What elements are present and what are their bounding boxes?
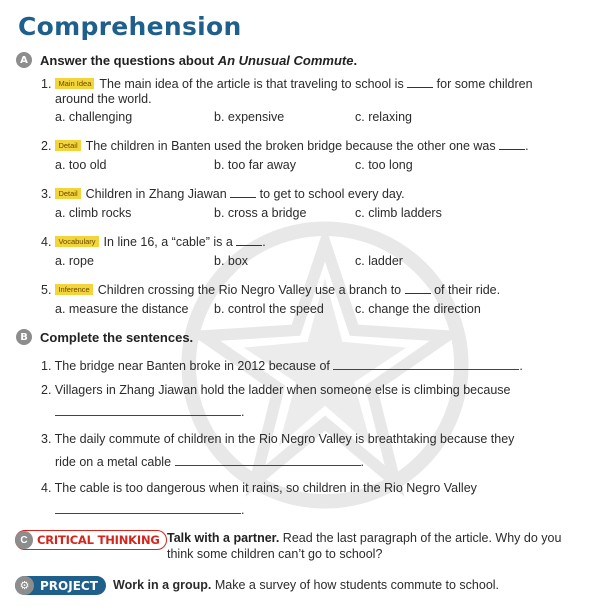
question-1: 1. Main Idea The main idea of the article is that traveling to school is for some children around the world. bbox=[41, 77, 533, 106]
option[interactable]: a. too old bbox=[55, 158, 107, 172]
section-a-instruction: Answer the questions about An Unusual Commute. bbox=[40, 52, 358, 68]
critical-thinking-label: C CRITICAL THINKING bbox=[15, 530, 167, 550]
answer-line[interactable] bbox=[55, 404, 241, 416]
question-5: 5. Inference Children crossing the Rio Negro Valley use a branch to of their ride. bbox=[41, 283, 501, 297]
project-prompt: Work in a group. Make a survey of how students commute to school. bbox=[113, 578, 500, 592]
section-b-instruction: Complete the sentences. bbox=[40, 329, 194, 345]
sentence-4: 4. The cable is too dangerous when it rains, so children in the Rio Negro Valley bbox=[41, 481, 477, 495]
answer-blank[interactable] bbox=[230, 186, 256, 198]
critical-thinking-prompt: Talk with a partner. Read the last paragraph of the article. Why do you think some children can’t go to school? bbox=[167, 531, 562, 561]
sentence-3-line: ride on a metal cable . bbox=[55, 455, 365, 469]
option[interactable]: c. climb ladders bbox=[355, 206, 442, 220]
tag-inference: Inference bbox=[55, 284, 92, 295]
question-2: 2. Detail The children in Banten used the broken bridge because the other one was . bbox=[41, 139, 529, 153]
sentence-2: 2. Villagers in Zhang Jiawan hold the ladder when someone else is climbing because bbox=[41, 383, 511, 397]
option[interactable]: a. rope bbox=[55, 254, 94, 268]
tag-vocabulary: Vocabulary bbox=[55, 236, 98, 247]
option[interactable]: c. change the direction bbox=[355, 302, 481, 316]
section-b-header bbox=[16, 329, 193, 345]
answer-blank[interactable] bbox=[407, 76, 433, 88]
tag-detail: Detail bbox=[55, 140, 80, 151]
question-3: 3. Detail Children in Zhang Jiawan to get to school every day. bbox=[41, 187, 405, 201]
option[interactable]: b. box bbox=[214, 254, 249, 268]
answer-line[interactable] bbox=[55, 502, 241, 514]
tag-main-idea: Main Idea bbox=[55, 78, 94, 89]
tag-detail: Detail bbox=[55, 188, 80, 199]
gear-icon: ⚙ bbox=[15, 576, 34, 595]
answer-blank[interactable] bbox=[405, 282, 431, 294]
option[interactable]: b. control the speed bbox=[214, 302, 324, 316]
answer-line[interactable] bbox=[333, 358, 519, 370]
option[interactable]: b. too far away bbox=[214, 158, 296, 172]
sentence-4-line: . bbox=[55, 502, 244, 517]
section-b-badge: B bbox=[16, 329, 32, 345]
page-title: Comprehension bbox=[18, 12, 242, 41]
section-a-header bbox=[16, 52, 357, 68]
answer-blank[interactable] bbox=[499, 138, 525, 150]
project-label: ⚙ PROJECT bbox=[15, 576, 106, 595]
answer-line[interactable] bbox=[175, 454, 361, 466]
option[interactable]: c. too long bbox=[355, 158, 413, 172]
answer-blank[interactable] bbox=[236, 234, 262, 246]
sentence-3: 3. The daily commute of children in the Rio Negro Valley is breathtaking because they bbox=[41, 432, 515, 446]
option[interactable]: a. challenging bbox=[55, 110, 133, 124]
sentence-1: 1. The bridge near Banten broke in 2012 because of . bbox=[41, 359, 523, 373]
question-4: 4. Vocabulary In line 16, a “cable” is a . bbox=[41, 235, 266, 249]
sentence-2-line: . bbox=[55, 404, 244, 419]
section-c-badge: C bbox=[15, 531, 33, 549]
option[interactable]: b. expensive bbox=[214, 110, 285, 124]
option[interactable]: b. cross a bridge bbox=[214, 206, 307, 220]
option[interactable]: a. climb rocks bbox=[55, 206, 132, 220]
option[interactable]: c. relaxing bbox=[355, 110, 412, 124]
section-a-badge: A bbox=[16, 52, 32, 68]
option[interactable]: a. measure the distance bbox=[55, 302, 189, 316]
option[interactable]: c. ladder bbox=[355, 254, 403, 268]
